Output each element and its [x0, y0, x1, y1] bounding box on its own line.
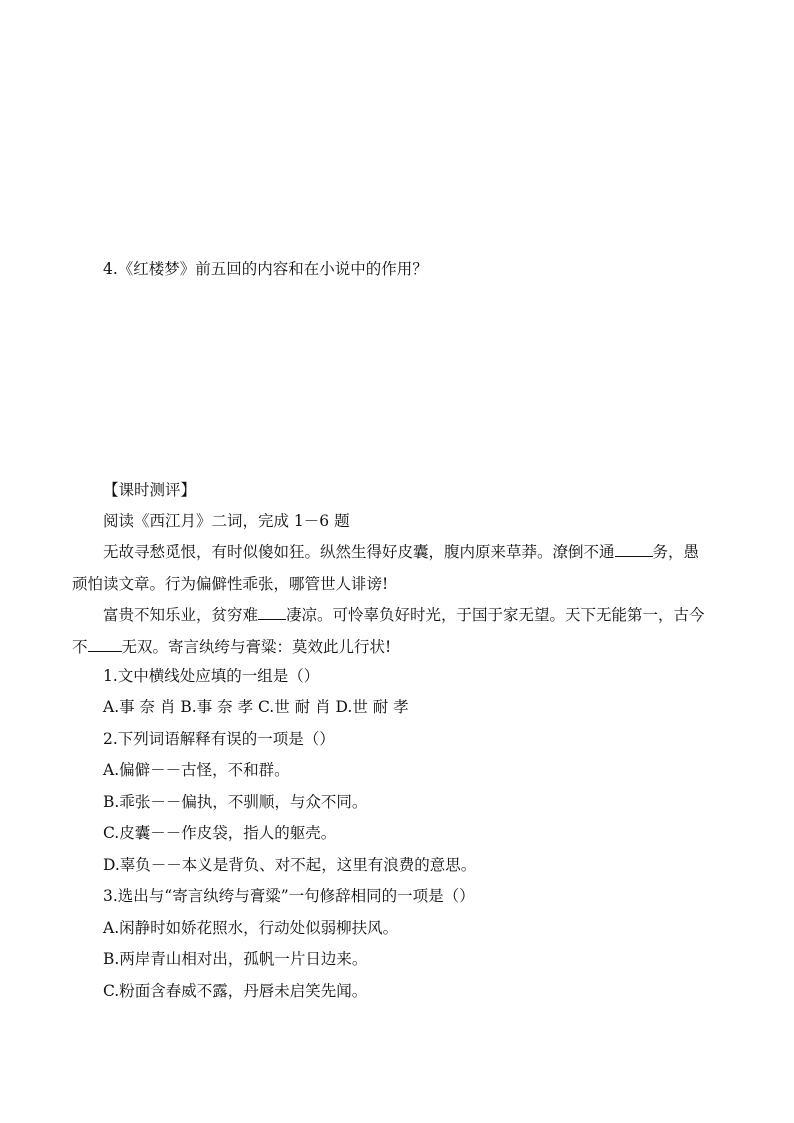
question-1-options: A.事 奈 肖 B.事 奈 孝 C.世 耐 肖 D.世 耐 孝	[103, 698, 409, 716]
question-2-option-b: B.乖张－－偏执，不驯顺，与众不同。	[103, 793, 368, 811]
poem-p2-line2-text-b: 无双。寄言纨绔与膏粱：莫效此儿行状!	[121, 638, 392, 656]
question-4: 4.《红楼梦》前五回的内容和在小说中的作用？	[103, 260, 428, 278]
question-3-option-c: C.粉面含春威不露，丹唇未启笑先闻。	[103, 982, 368, 1000]
poem-p2-text-b: 凄凉。可怜辜负好时光，于国于家无望。天下无能第一，古今	[286, 606, 705, 624]
reading-instruction: 阅读《西江月》二词，完成 1－6 题	[103, 512, 350, 530]
section-title: 【课时测评】	[103, 481, 197, 499]
question-3-stem: 3.选出与“寄言纨绔与膏粱”一句修辞相同的一项是（）	[103, 887, 475, 905]
question-2-option-a: A.偏僻－－古怪，不和群。	[103, 761, 290, 779]
poem-paragraph-2-line-2	[72, 637, 391, 657]
poem-paragraph-1-line-2: 顽怕读文章。行为偏僻性乖张，哪管世人诽谤!	[72, 575, 389, 593]
question-2-option-d: D.辜负－－本义是背负、对不起，这里有浪费的意思。	[103, 856, 477, 874]
fill-blank-2	[258, 605, 286, 620]
question-2-stem: 2.下列词语解释有误的一项是（）	[103, 730, 335, 748]
question-2-option-c: C.皮囊－－作皮袋，指人的躯壳。	[103, 824, 337, 842]
poem-p2-text-a: 富贵不知乐业，贫穷难	[103, 606, 259, 624]
poem-paragraph-1-line-1	[103, 542, 699, 562]
question-1-stem: 1.文中横线处应填的一组是（）	[103, 667, 320, 685]
question-3-option-a: A.闲静时如娇花照水，行动处似弱柳扶风。	[103, 919, 399, 937]
poem-paragraph-2-line-1	[103, 605, 705, 625]
poem-p2-line2-text-a: 不	[72, 638, 88, 656]
poem-p1-text-b: 务，愚	[652, 543, 700, 561]
fill-blank-1	[615, 542, 653, 557]
poem-p1-text-a: 无故寻愁觅恨，有时似傻如狂。纵然生得好皮囊，腹内原来草莽。潦倒不通	[103, 543, 615, 561]
fill-blank-3	[88, 637, 122, 652]
question-3-option-b: B.两岸青山相对出，孤帆一片日边来。	[103, 950, 368, 968]
